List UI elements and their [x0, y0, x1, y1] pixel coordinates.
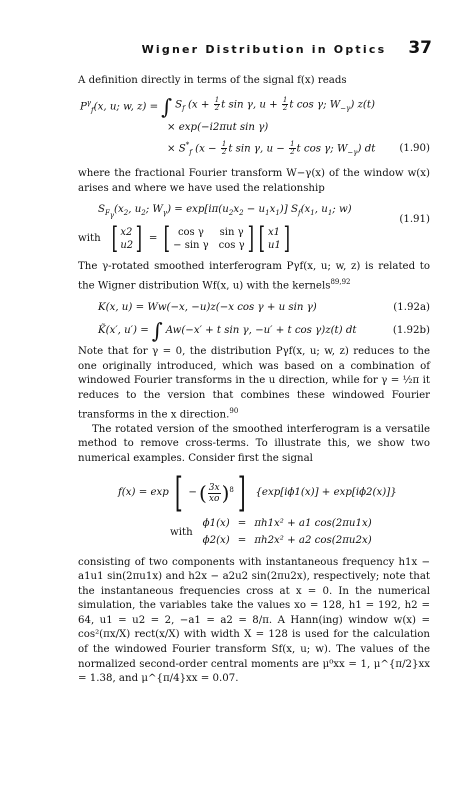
integral-sign: ∫ [151, 318, 163, 343]
eq190-line2: × exp(−i2πut sin γ) [167, 121, 269, 133]
eq190-lhs: $P^\gamma_f(x$, u; w, z) = [80, 98, 159, 115]
integral-sign: ∫ [161, 94, 173, 119]
matrix-entry: cos γ [218, 240, 245, 252]
equation-number: (1.91) [399, 214, 430, 226]
eq192a-text: K(x, u) = Ww(−x, −u)z(−x cos γ + u sin γ) [98, 302, 317, 313]
paragraph-3: The γ-rotated smoothed interferogram Pγf(x, u; w, z) is related to the Wigner distribution Wf(x, u) with the kernels$^{89,92}$ [78, 261, 430, 292]
vector-entry: x2 [120, 227, 133, 239]
matrix-entry: sin γ [219, 227, 244, 239]
rotation-matrix: [ cos γ sin γ − sin γ cos γ ] [164, 221, 254, 257]
equation-1-92 [78, 301, 430, 343]
equation-1-91: $S_{F_\gamma}(x_2$, $u_2$; $W_\gamma) = \exp[i\pi(u_2x_2 - u_1x_1)]$ $S_f(x_1$, $u_1$; w) with [ x2 u2 ] = [ cos γ sin γ − sin γ cos γ ] [ x1 u1 ] (1.91) [78, 204, 430, 257]
equation-1-90 [80, 96, 430, 161]
equation-number: (1.90) [399, 142, 430, 154]
reference-superscript: 89,92 [330, 278, 351, 287]
paragraph-4: Note that for γ = 0, the distribution Pγf(x, u; w, z) reduces to the one originally introduced, which was based on a combination of windowed Fourier transforms in the u direction, while for γ = ½π it reduces to the version that combines these windowed Fourier transforms in the x direction.$^{90}$ [78, 346, 430, 420]
reference-superscript: 90 [229, 406, 239, 415]
equation-signal: f(x) = exp [ − ( $\frac{3x}{xo}$ ) $^8$ ] {exp[iϕ1(x)] + exp[iϕ2(x)]} with ϕ1(x) = πh1x² + a1 cos(2πu1x) ϕ2(x) = πh2x² + a2 cos(2πu2x) [78, 475, 430, 548]
vector-entry: u2 [120, 240, 134, 252]
with-label: with [78, 233, 101, 245]
equation-number: (1.92b) [392, 324, 430, 336]
vector-entry: u1 [268, 240, 281, 252]
matrix-entry: cos γ [177, 227, 204, 239]
page-header [60, 38, 432, 58]
lhs-vector: [ x2 u2 ] [111, 221, 143, 257]
matrix-entry: − sin γ [173, 240, 209, 252]
running-title: Wigner Distribution in Optics [141, 43, 387, 56]
eq192b-rhs: Aw(−x′ + t sin γ, −u′ + t cos γ)z(t) dt [165, 324, 357, 336]
vector-entry: x1 [268, 227, 281, 239]
with-label: with [170, 526, 193, 538]
rhs-vector: [ x1 u1 ] [258, 221, 290, 257]
eq192b-lhs: K̃(x′, u′) = [98, 324, 149, 336]
eq190-line3: × $S^*_f$ (x − $\frac{1}{2}$ t sin γ, u − $\frac{1}{2}$ t cos γ; $W_{-\gamma}$) dt [167, 140, 376, 157]
paragraph-5: The rotated version of the smoothed interferogram is a versatile method to remove cross-terms. To illustrate this, we show two numerical examples. Consider first the signal [78, 423, 430, 464]
paragraph-2: where the fractional Fourier transform W−γ(x) of the window w(x) arises and where we have used the relationship [78, 168, 430, 194]
signal-lhs: f(x) = exp [118, 487, 169, 499]
eq190-line1-rhs: $S_f$ (x + $\frac{1}{2}$ t sin γ, u + $\frac{1}{2}$ t cos γ; $W_{-\gamma}$) z(t) [175, 96, 375, 113]
signal-rhs: {exp[iϕ1(x)] + exp[iϕ2(x)]} [255, 487, 397, 499]
power-fraction: ( $\frac{3x}{xo}$ ) $^8$ [198, 481, 234, 506]
intro-paragraph: A definition directly in terms of the signal f(x) reads [78, 75, 347, 86]
page-body [78, 74, 430, 687]
paragraph-6: consisting of two components with instantaneous frequency h1x − a1u1 sin(2πu1x) and h2x − a2u2 sin(2πu2x), respectively; note that the instantaneous frequencies cross at x = 0. In the numerical simulation, the variables take the values xo = 128, h1 = 192, h2 = 64, u1 = u2 = 2, −a1 = a2 = 8/π. A Hann(ing) window w(x) = cos²(πx/X) rect(x/X) with width X = 128 is used for the calculation of the windowed Fourier transform Sf(x, u; w). The values of the normalized second-order central moments are μ⁰xx = 1, μ^{π/2}xx = 1.38, and μ^{π/4}xx = 0.07. [78, 556, 430, 685]
phase-definitions: ϕ1(x) = πh1x² + a1 cos(2πu1x) ϕ2(x) = πh2x² + a2 cos(2πu2x) [202, 518, 372, 546]
equation-number: (1.92a) [393, 302, 430, 313]
page-number: 37 [408, 38, 432, 58]
eq191-line1: $S_{F_\gamma}(x_2$, $u_2$; $W_\gamma) = \exp[i\pi(u_2x_2 - u_1x_1)]$ $S_f(x_1$, $u_1$; w) [98, 204, 352, 220]
